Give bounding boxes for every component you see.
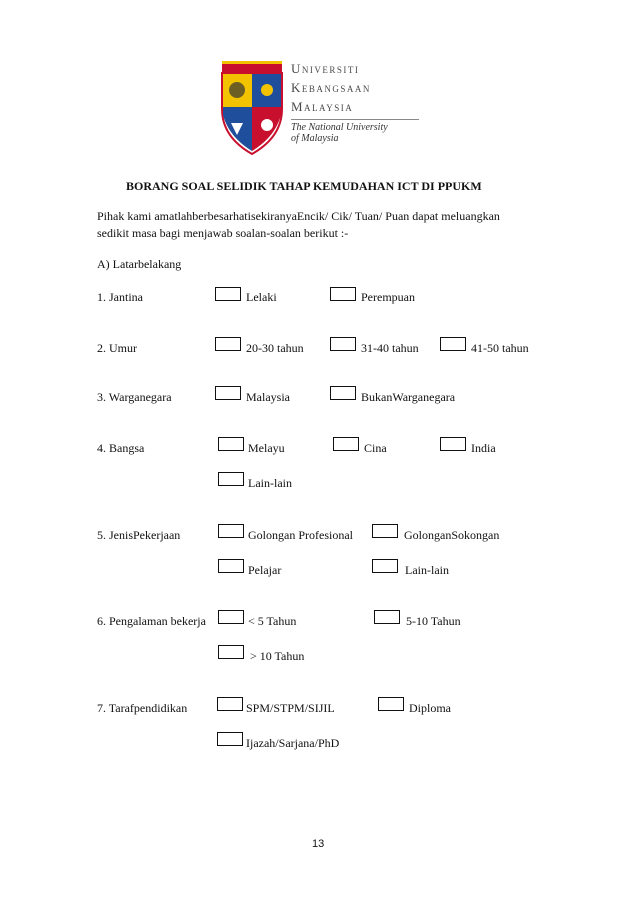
checkbox-golongan-profesional[interactable] [218,524,244,538]
option-spm-stpm-sijil: SPM/STPM/SIJIL [246,701,335,715]
question-4-label: 4. Bangsa [97,441,145,455]
checkbox-bukan-warganegara[interactable] [330,386,356,400]
logo-line-3: Malaysia [291,99,354,114]
logo-tagline-1: The National University [291,122,388,133]
logo-line-2: Kebangsaan [291,80,371,95]
checkbox-lelaki[interactable] [215,287,241,301]
option-ijazah-sarjana-phd: Ijazah/Sarjana/PhD [246,736,340,750]
option-bangsa-lain-lain: Lain-lain [248,476,292,490]
logo-divider [291,119,419,120]
checkbox-pelajar[interactable] [218,559,244,573]
option-melayu: Melayu [248,441,285,455]
checkbox-bangsa-lain-lain[interactable] [218,472,244,486]
university-name [291,59,371,116]
option-41-50: 41-50 tahun [471,341,529,355]
option-bukan-warganegara: BukanWarganegara [361,390,456,404]
option-golongan-sokongan: GolonganSokongan [404,528,500,542]
option-lebih-10-tahun: > 10 Tahun [250,649,305,663]
checkbox-31-40[interactable] [330,337,356,351]
question-2-label: 2. Umur [97,341,137,355]
checkbox-20-30[interactable] [215,337,241,351]
intro-line-2: sedikit masa bagi menjawab soalan-soalan berikut :- [97,226,349,240]
option-lelaki: Lelaki [246,290,277,304]
option-31-40: 31-40 tahun [361,341,419,355]
page-number: 13 [312,838,325,850]
option-golongan-profesional: Golongan Profesional [248,528,353,542]
option-5-10-tahun: 5-10 Tahun [406,614,461,628]
section-heading: A) Latarbelakang [97,257,182,271]
question-3-label: 3. Warganegara [97,390,172,404]
checkbox-diploma[interactable] [378,697,404,711]
checkbox-malaysia[interactable] [215,386,241,400]
checkbox-lebih-10-tahun[interactable] [218,645,244,659]
checkbox-india[interactable] [440,437,466,451]
form-title: BORANG SOAL SELIDIK TAHAP KEMUDAHAN ICT DI PPUKM [126,179,482,193]
option-kurang-5-tahun: < 5 Tahun [248,614,297,628]
option-20-30: 20-30 tahun [246,341,304,355]
question-6-label: 6. Pengalaman bekerja [97,614,206,628]
checkbox-kurang-5-tahun[interactable] [218,610,244,624]
question-7-label: 7. Tarafpendidikan [97,701,188,715]
option-perempuan: Perempuan [361,290,415,304]
logo-tagline-2: of Malaysia [291,133,339,144]
option-cina: Cina [364,441,387,455]
checkbox-cina[interactable] [333,437,359,451]
checkbox-perempuan[interactable] [330,287,356,301]
checkbox-41-50[interactable] [440,337,466,351]
checkbox-5-10-tahun[interactable] [374,610,400,624]
option-pelajar: Pelajar [248,563,282,577]
university-logo [221,57,421,157]
checkbox-pekerjaan-lain-lain[interactable] [372,559,398,573]
option-malaysia: Malaysia [246,390,290,404]
university-crest-icon [221,57,283,157]
checkbox-golongan-sokongan[interactable] [372,524,398,538]
question-1-label: 1. Jantina [97,290,143,304]
checkbox-melayu[interactable] [218,437,244,451]
option-pekerjaan-lain-lain: Lain-lain [405,563,449,577]
option-diploma: Diploma [409,701,451,715]
option-india: India [471,441,496,455]
question-5-label: 5. JenisPekerjaan [97,528,181,542]
intro-line-1: Pihak kami amatlahberbesarhatisekiranyaEncik/ Cik/ Tuan/ Puan dapat meluangkan [97,209,500,223]
checkbox-spm-stpm-sijil[interactable] [217,697,243,711]
checkbox-ijazah-sarjana-phd[interactable] [217,732,243,746]
logo-line-1: Universiti [291,61,360,76]
